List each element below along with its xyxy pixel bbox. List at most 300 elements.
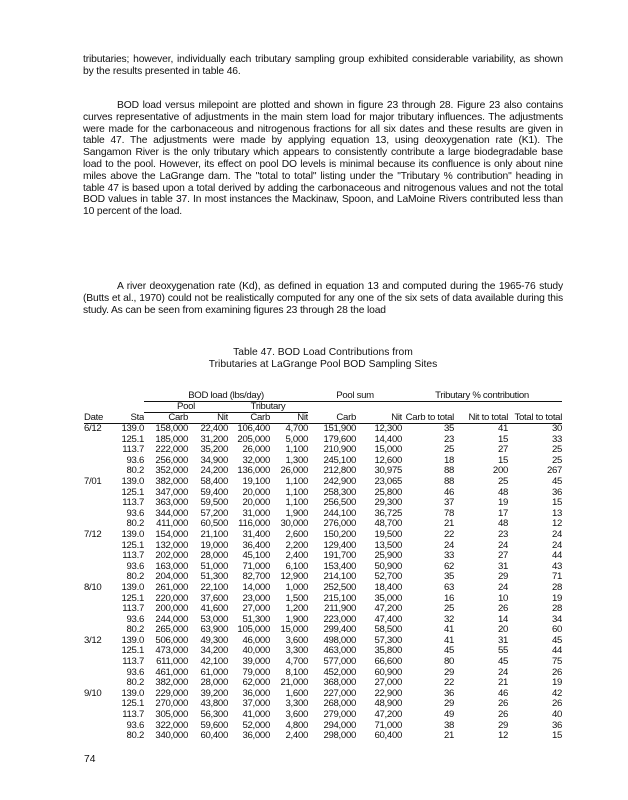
table-cell: 113.7	[122, 710, 144, 721]
table-cell: 93.6	[126, 455, 144, 466]
table-cell: 611,000	[156, 657, 188, 668]
table-cell: 58,400	[200, 476, 228, 487]
page-number: 74	[84, 754, 96, 765]
table-cell: 60,900	[374, 667, 403, 678]
table-cell: 32	[443, 614, 455, 625]
table-cell: 36	[443, 688, 455, 699]
table-cell: 2,600	[285, 529, 309, 540]
table-cell: 14,000	[242, 582, 270, 593]
table-cell: 105,000	[237, 625, 270, 636]
table-row	[84, 604, 562, 615]
table-cell: 3,300	[285, 699, 309, 710]
header-sub-row	[84, 402, 562, 413]
table-row	[84, 456, 562, 467]
table-cell: 20,000	[242, 487, 270, 498]
table-row	[84, 594, 562, 605]
col-pool-nit: Nit	[217, 412, 228, 423]
table-cell: 48,900	[374, 699, 403, 710]
table-cell: 256,500	[323, 498, 357, 509]
table-cell: 252,500	[323, 582, 357, 593]
table-cell: 158,000	[155, 423, 188, 434]
table-cell: 80.2	[126, 731, 144, 742]
table-cell	[84, 678, 112, 689]
table-cell: 41	[443, 635, 455, 646]
table-cell: 6/12	[84, 423, 102, 434]
table-cell: 24	[497, 582, 509, 593]
table-cell: 36,400	[242, 540, 270, 551]
table-cell: 66,600	[374, 657, 403, 668]
table-cell: 88	[443, 466, 455, 477]
table-cell: 55	[497, 646, 509, 657]
table-cell: 45	[551, 476, 563, 487]
table-cell: 18,400	[374, 582, 403, 593]
table-cell: 47,200	[374, 604, 403, 615]
table-cell: 13	[551, 508, 563, 519]
table-cell: 129,400	[323, 540, 357, 551]
table-cell: 5,000	[285, 434, 309, 445]
table-cell: 222,000	[155, 445, 188, 456]
table-cell: 12	[551, 519, 563, 530]
table-cell: 12,900	[280, 572, 309, 583]
table-cell: 34	[551, 614, 563, 625]
table-cell	[84, 562, 112, 573]
table-cell: 93.6	[126, 667, 144, 678]
table-cell: 2,200	[285, 540, 309, 551]
table-cell: 23,065	[374, 476, 403, 487]
table-cell: 10	[497, 593, 509, 604]
table-cell: 368,000	[323, 678, 357, 689]
table-cell: 45,100	[242, 551, 270, 562]
table-cell: 16	[443, 593, 455, 604]
table-cell: 60,500	[200, 519, 228, 530]
table-cell: 322,000	[155, 720, 188, 731]
table-cell: 26	[551, 699, 563, 710]
table-cell: 59,400	[200, 487, 228, 498]
table-cell: 60,400	[200, 731, 228, 742]
table-cell: 47,200	[374, 710, 403, 721]
table-cell: 125.1	[121, 434, 144, 445]
table-cell: 47,400	[374, 614, 403, 625]
table-cell: 59,500	[200, 498, 228, 509]
table-cell: 163,000	[155, 561, 188, 572]
table-row	[84, 530, 562, 541]
table-cell: 71,000	[242, 561, 270, 572]
table-cell: 9/10	[84, 688, 102, 699]
table-cell: 1,100	[285, 498, 309, 509]
table-cell: 28	[551, 582, 563, 593]
table-cell: 56,300	[200, 710, 228, 721]
table-cell: 45	[551, 635, 563, 646]
table-cell	[84, 541, 112, 552]
table-cell: 26	[551, 667, 563, 678]
table-cell: 15	[551, 731, 563, 742]
table-cell: 78	[443, 508, 455, 519]
table-caption	[83, 347, 563, 371]
paragraph-2-text: BOD load versus milepoint are plotted and shown in figure 23 through 28. Figure 23 also contains curves representative of adjustments in the main stem load for major tributary influences. The adjustments were made for the carbonaceous and nitrogenous fractions for all six dates and these results are given in table 47. The adjustments were made by applying equation 13, using deoxygenation rate (K1). The Sangamon River is the only tributary which appears to consistently contribute a large biodegradable base load to the pool. However, its effect on pool DO levels is minimal because its confluence is only about nine miles above the LaGrange dam. The "total to total" listing under the "Tributary % contribution" heading in table 47 is based upon a total derived by adding the carbonaceous and nitrogenous values and not the total BOD values in table 37. In most instances the Mackinaw, Spoon, and LaMoine Rivers contributed less than 10 percent of the load.	[83, 100, 563, 218]
table-cell: 7/01	[84, 476, 102, 487]
table-cell: 38	[443, 720, 455, 731]
table-cell: 31,400	[242, 529, 270, 540]
table-row	[84, 435, 562, 446]
table-cell: 382,000	[155, 678, 188, 689]
table-cell: 268,000	[323, 699, 357, 710]
table-cell: 125.1	[121, 487, 144, 498]
table-cell: 62	[443, 561, 455, 572]
table-cell: 113.7	[122, 445, 144, 456]
table-row	[84, 657, 562, 668]
table-cell: 27,000	[242, 604, 270, 615]
table-cell: 3,300	[285, 646, 309, 657]
table-cell: 205,000	[237, 434, 270, 445]
table-cell	[84, 488, 112, 499]
paragraph-1	[83, 54, 563, 78]
bod-load-table	[84, 391, 562, 742]
table-cell: 26,000	[280, 466, 309, 477]
table-cell: 154,000	[155, 529, 188, 540]
table-row	[84, 583, 562, 594]
table-cell: 223,000	[323, 614, 357, 625]
col-pool-carb: Carb	[168, 412, 188, 423]
table-cell: 15	[551, 498, 563, 509]
table-row	[84, 424, 562, 435]
table-cell: 27	[497, 445, 509, 456]
table-cell: 80.2	[126, 625, 144, 636]
table-cell: 498,000	[323, 635, 357, 646]
table-cell: 1,900	[285, 508, 309, 519]
table-cell: 93.6	[126, 561, 144, 572]
table-cell: 48	[497, 519, 509, 530]
table-caption-line-1: Table 47. BOD Load Contributions from	[233, 347, 413, 358]
table-cell: 46	[497, 688, 509, 699]
table-cell: 35	[443, 423, 455, 434]
table-cell: 220,000	[155, 593, 188, 604]
table-cell: 4,700	[285, 423, 309, 434]
table-cell: 80.2	[126, 466, 144, 477]
table-cell: 1,100	[285, 476, 309, 487]
table-cell: 29	[443, 699, 455, 710]
paragraph-2	[83, 100, 563, 218]
table-cell: 463,000	[323, 646, 357, 657]
table-cell: 46	[443, 487, 455, 498]
table-cell: 21	[497, 678, 509, 689]
table-cell: 28	[551, 604, 563, 615]
table-cell: 40,000	[242, 646, 270, 657]
table-cell: 270,000	[155, 699, 188, 710]
col-nit-to-total: Nit to total	[468, 412, 509, 423]
table-cell: 14	[497, 614, 509, 625]
table-cell: 1,300	[285, 455, 309, 466]
table-cell: 40	[551, 710, 563, 721]
table-cell: 279,000	[323, 710, 357, 721]
table-cell: 411,000	[156, 519, 188, 530]
table-cell: 1,100	[285, 487, 309, 498]
table-row	[84, 668, 562, 679]
table-cell: 8,100	[285, 667, 309, 678]
table-cell: 139.0	[121, 529, 144, 540]
table-cell: 25	[551, 445, 563, 456]
table-cell: 3/12	[84, 635, 102, 646]
table-cell: 21,100	[200, 529, 228, 540]
table-cell	[84, 551, 112, 562]
table-cell: 267	[546, 466, 563, 477]
paragraph-3-text: A river deoxygenation rate (Kd), as defined in equation 13 and computed during the 1965-76 study (Butts et al., 1970) could not be realistically computed for any one of the six sets of data available during this study. As can be seen from examining figures 23 through 28 the load	[83, 281, 563, 316]
table-cell: 132,000	[155, 540, 188, 551]
table-cell: 36	[551, 720, 563, 731]
table-cell: 305,000	[155, 710, 188, 721]
table-cell: 17	[497, 508, 509, 519]
table-cell: 577,000	[323, 657, 357, 668]
table-cell	[84, 498, 112, 509]
table-cell: 24	[497, 540, 509, 551]
table-cell: 75	[551, 657, 563, 668]
table-cell: 25,800	[374, 487, 403, 498]
table-cell: 33	[551, 434, 563, 445]
table-cell	[84, 625, 112, 636]
table-cell: 35	[443, 572, 455, 583]
table-cell: 347,000	[155, 487, 188, 498]
table-cell: 23	[443, 434, 455, 445]
table-cell: 139.0	[121, 582, 144, 593]
table-cell: 14,400	[374, 434, 403, 445]
table-row	[84, 509, 562, 520]
header-tributary: Tributary	[228, 402, 308, 413]
table-cell: 24,200	[200, 466, 228, 477]
table-cell: 41,000	[242, 710, 270, 721]
table-cell: 41	[497, 423, 509, 434]
table-cell: 26,000	[242, 445, 270, 456]
table-row	[84, 625, 562, 636]
table-cell: 215,100	[323, 593, 357, 604]
table-cell: 125.1	[121, 540, 144, 551]
table-cell: 31,200	[200, 434, 228, 445]
col-trib-nit: Nit	[297, 412, 309, 423]
table-cell: 12	[497, 731, 509, 742]
table-cell: 49,300	[200, 635, 228, 646]
header-group-row	[84, 391, 562, 402]
table-cell: 36,000	[242, 688, 270, 699]
table-cell: 299,400	[323, 625, 357, 636]
table-cell	[84, 445, 112, 456]
table-cell: 80.2	[126, 519, 144, 530]
table-cell	[84, 509, 112, 520]
table-cell: 48,700	[374, 519, 403, 530]
table-cell: 125.1	[121, 699, 144, 710]
table-row	[84, 519, 562, 530]
table-cell: 125.1	[121, 593, 144, 604]
table-cell: 24	[443, 540, 455, 551]
table-cell: 352,000	[155, 466, 188, 477]
table-cell: 19	[497, 498, 509, 509]
table-cell: 29	[497, 720, 509, 731]
table-cell: 15	[497, 455, 509, 466]
paragraph-1-text: tributaries; however, individually each tributary sampling group exhibited considerable variability, as shown by the results presented in table 46.	[83, 54, 563, 77]
table-cell: 36,725	[374, 508, 403, 519]
table-cell: 48	[497, 487, 509, 498]
table-cell: 27,000	[374, 678, 403, 689]
table-cell: 113.7	[122, 657, 144, 668]
table-cell: 34,900	[200, 455, 228, 466]
table-cell: 30	[551, 423, 563, 434]
table-cell: 294,000	[323, 720, 357, 731]
table-cell: 28,000	[200, 678, 228, 689]
table-cell: 21	[443, 731, 455, 742]
table-row	[84, 646, 562, 657]
table-cell: 23	[497, 529, 509, 540]
table-cell	[84, 435, 112, 446]
table-cell	[84, 615, 112, 626]
table-cell: 125.1	[121, 646, 144, 657]
table-cell: 113.7	[122, 604, 144, 615]
table-cell: 15,000	[374, 445, 403, 456]
table-row	[84, 541, 562, 552]
table-cell: 6,100	[285, 561, 309, 572]
table-cell: 24	[497, 667, 509, 678]
table-body	[84, 424, 562, 742]
table-row	[84, 562, 562, 573]
header-bod-load: BOD load (lbs/day)	[144, 391, 308, 402]
table-cell: 461,000	[155, 667, 188, 678]
table-cell	[84, 604, 112, 615]
table-cell: 60	[551, 625, 563, 636]
table-cell: 43	[551, 561, 563, 572]
table-cell: 473,000	[155, 646, 188, 657]
col-total-to-total: Total to total	[514, 412, 563, 423]
table-cell: 31	[497, 635, 509, 646]
table-cell: 116,000	[238, 519, 270, 530]
table-cell: 44	[551, 646, 563, 657]
table-cell: 43,800	[200, 699, 228, 710]
table-cell: 204,000	[155, 572, 188, 583]
table-row	[84, 699, 562, 710]
header-column-row	[84, 413, 562, 424]
table-cell: 244,100	[323, 508, 357, 519]
table-cell	[84, 721, 112, 732]
table-cell: 26	[497, 710, 509, 721]
table-cell: 212,800	[323, 466, 357, 477]
table-cell: 258,300	[323, 487, 357, 498]
table-cell: 60,400	[374, 731, 403, 742]
col-trib-carb: Carb	[250, 412, 270, 423]
table-cell: 363,000	[155, 498, 188, 509]
table-cell: 229,000	[155, 688, 188, 699]
table-cell: 80.2	[126, 572, 144, 583]
table-cell: 382,000	[155, 476, 188, 487]
table-row	[84, 721, 562, 732]
table-cell: 506,000	[155, 635, 188, 646]
table-cell: 1,500	[285, 593, 309, 604]
table-cell: 39,000	[242, 657, 270, 668]
table-cell: 28,000	[200, 551, 228, 562]
table-cell: 276,000	[323, 519, 357, 530]
table-cell: 12,300	[374, 423, 403, 434]
table-row	[84, 689, 562, 700]
table-cell: 15,000	[280, 625, 309, 636]
table-cell: 265,000	[155, 625, 188, 636]
table-cell: 25	[551, 455, 563, 466]
table-cell: 210,900	[323, 445, 357, 456]
table-cell: 139.0	[121, 423, 144, 434]
table-cell: 4,800	[285, 720, 309, 731]
table-cell: 58,500	[374, 625, 403, 636]
table-cell	[84, 657, 112, 668]
table-cell: 37	[443, 498, 455, 509]
table-cell: 71,000	[374, 720, 403, 731]
table-cell: 22,100	[200, 582, 228, 593]
table-cell: 29	[497, 572, 509, 583]
header-pool: Pool	[144, 402, 228, 413]
table-cell: 26	[497, 604, 509, 615]
table-cell: 7/12	[84, 529, 102, 540]
table-cell: 191,700	[323, 551, 357, 562]
table-cell: 200,000	[155, 604, 188, 615]
table-cell: 59,600	[200, 720, 228, 731]
table-cell: 1,100	[285, 445, 309, 456]
table-cell: 36,000	[242, 731, 270, 742]
table-cell: 36	[551, 487, 563, 498]
table-cell: 88	[443, 476, 455, 487]
table-row	[84, 615, 562, 626]
table-cell: 256,000	[155, 455, 188, 466]
table-cell: 25,900	[374, 551, 403, 562]
table-cell: 52,700	[374, 572, 403, 583]
table-cell: 93.6	[126, 720, 144, 731]
table-cell: 8/10	[84, 582, 102, 593]
table-cell: 57,200	[200, 508, 228, 519]
table-47	[84, 391, 562, 742]
table-cell: 41,600	[200, 604, 228, 615]
table-cell: 20	[497, 625, 509, 636]
table-cell: 150,200	[323, 529, 357, 540]
table-cell: 46,000	[242, 635, 270, 646]
table-cell: 200	[492, 466, 509, 477]
table-cell	[84, 572, 112, 583]
table-cell: 51,300	[242, 614, 270, 625]
table-cell: 29,300	[374, 498, 403, 509]
table-cell: 23,000	[242, 593, 270, 604]
table-cell: 22,900	[374, 688, 403, 699]
col-carb-to-total: Carb to total	[405, 412, 455, 423]
table-cell	[84, 668, 112, 679]
table-cell: 153,400	[323, 561, 357, 572]
table-cell: 185,000	[155, 434, 188, 445]
table-cell: 45	[497, 657, 509, 668]
table-row	[84, 678, 562, 689]
table-cell: 344,000	[155, 508, 188, 519]
table-cell: 57,300	[374, 635, 403, 646]
table-cell: 452,000	[323, 667, 357, 678]
table-cell: 93.6	[126, 508, 144, 519]
table-cell: 80.2	[126, 678, 144, 689]
table-row	[84, 572, 562, 583]
table-cell: 80	[443, 657, 455, 668]
table-cell: 52,000	[242, 720, 270, 731]
table-cell: 50,900	[374, 561, 403, 572]
table-cell: 63,900	[200, 625, 228, 636]
table-cell: 25	[443, 445, 455, 456]
table-cell: 3,600	[285, 635, 309, 646]
table-cell: 32,000	[242, 455, 270, 466]
table-cell: 35,000	[374, 593, 403, 604]
table-cell: 51,000	[200, 561, 228, 572]
table-cell: 1,000	[285, 582, 309, 593]
table-cell: 41	[443, 625, 455, 636]
table-cell: 21	[443, 519, 455, 530]
table-cell: 19,500	[374, 529, 403, 540]
header-trib-contribution: Tributary % contribution	[402, 391, 562, 402]
table-cell	[84, 710, 112, 721]
table-row	[84, 477, 562, 488]
table-cell: 45	[443, 646, 455, 657]
